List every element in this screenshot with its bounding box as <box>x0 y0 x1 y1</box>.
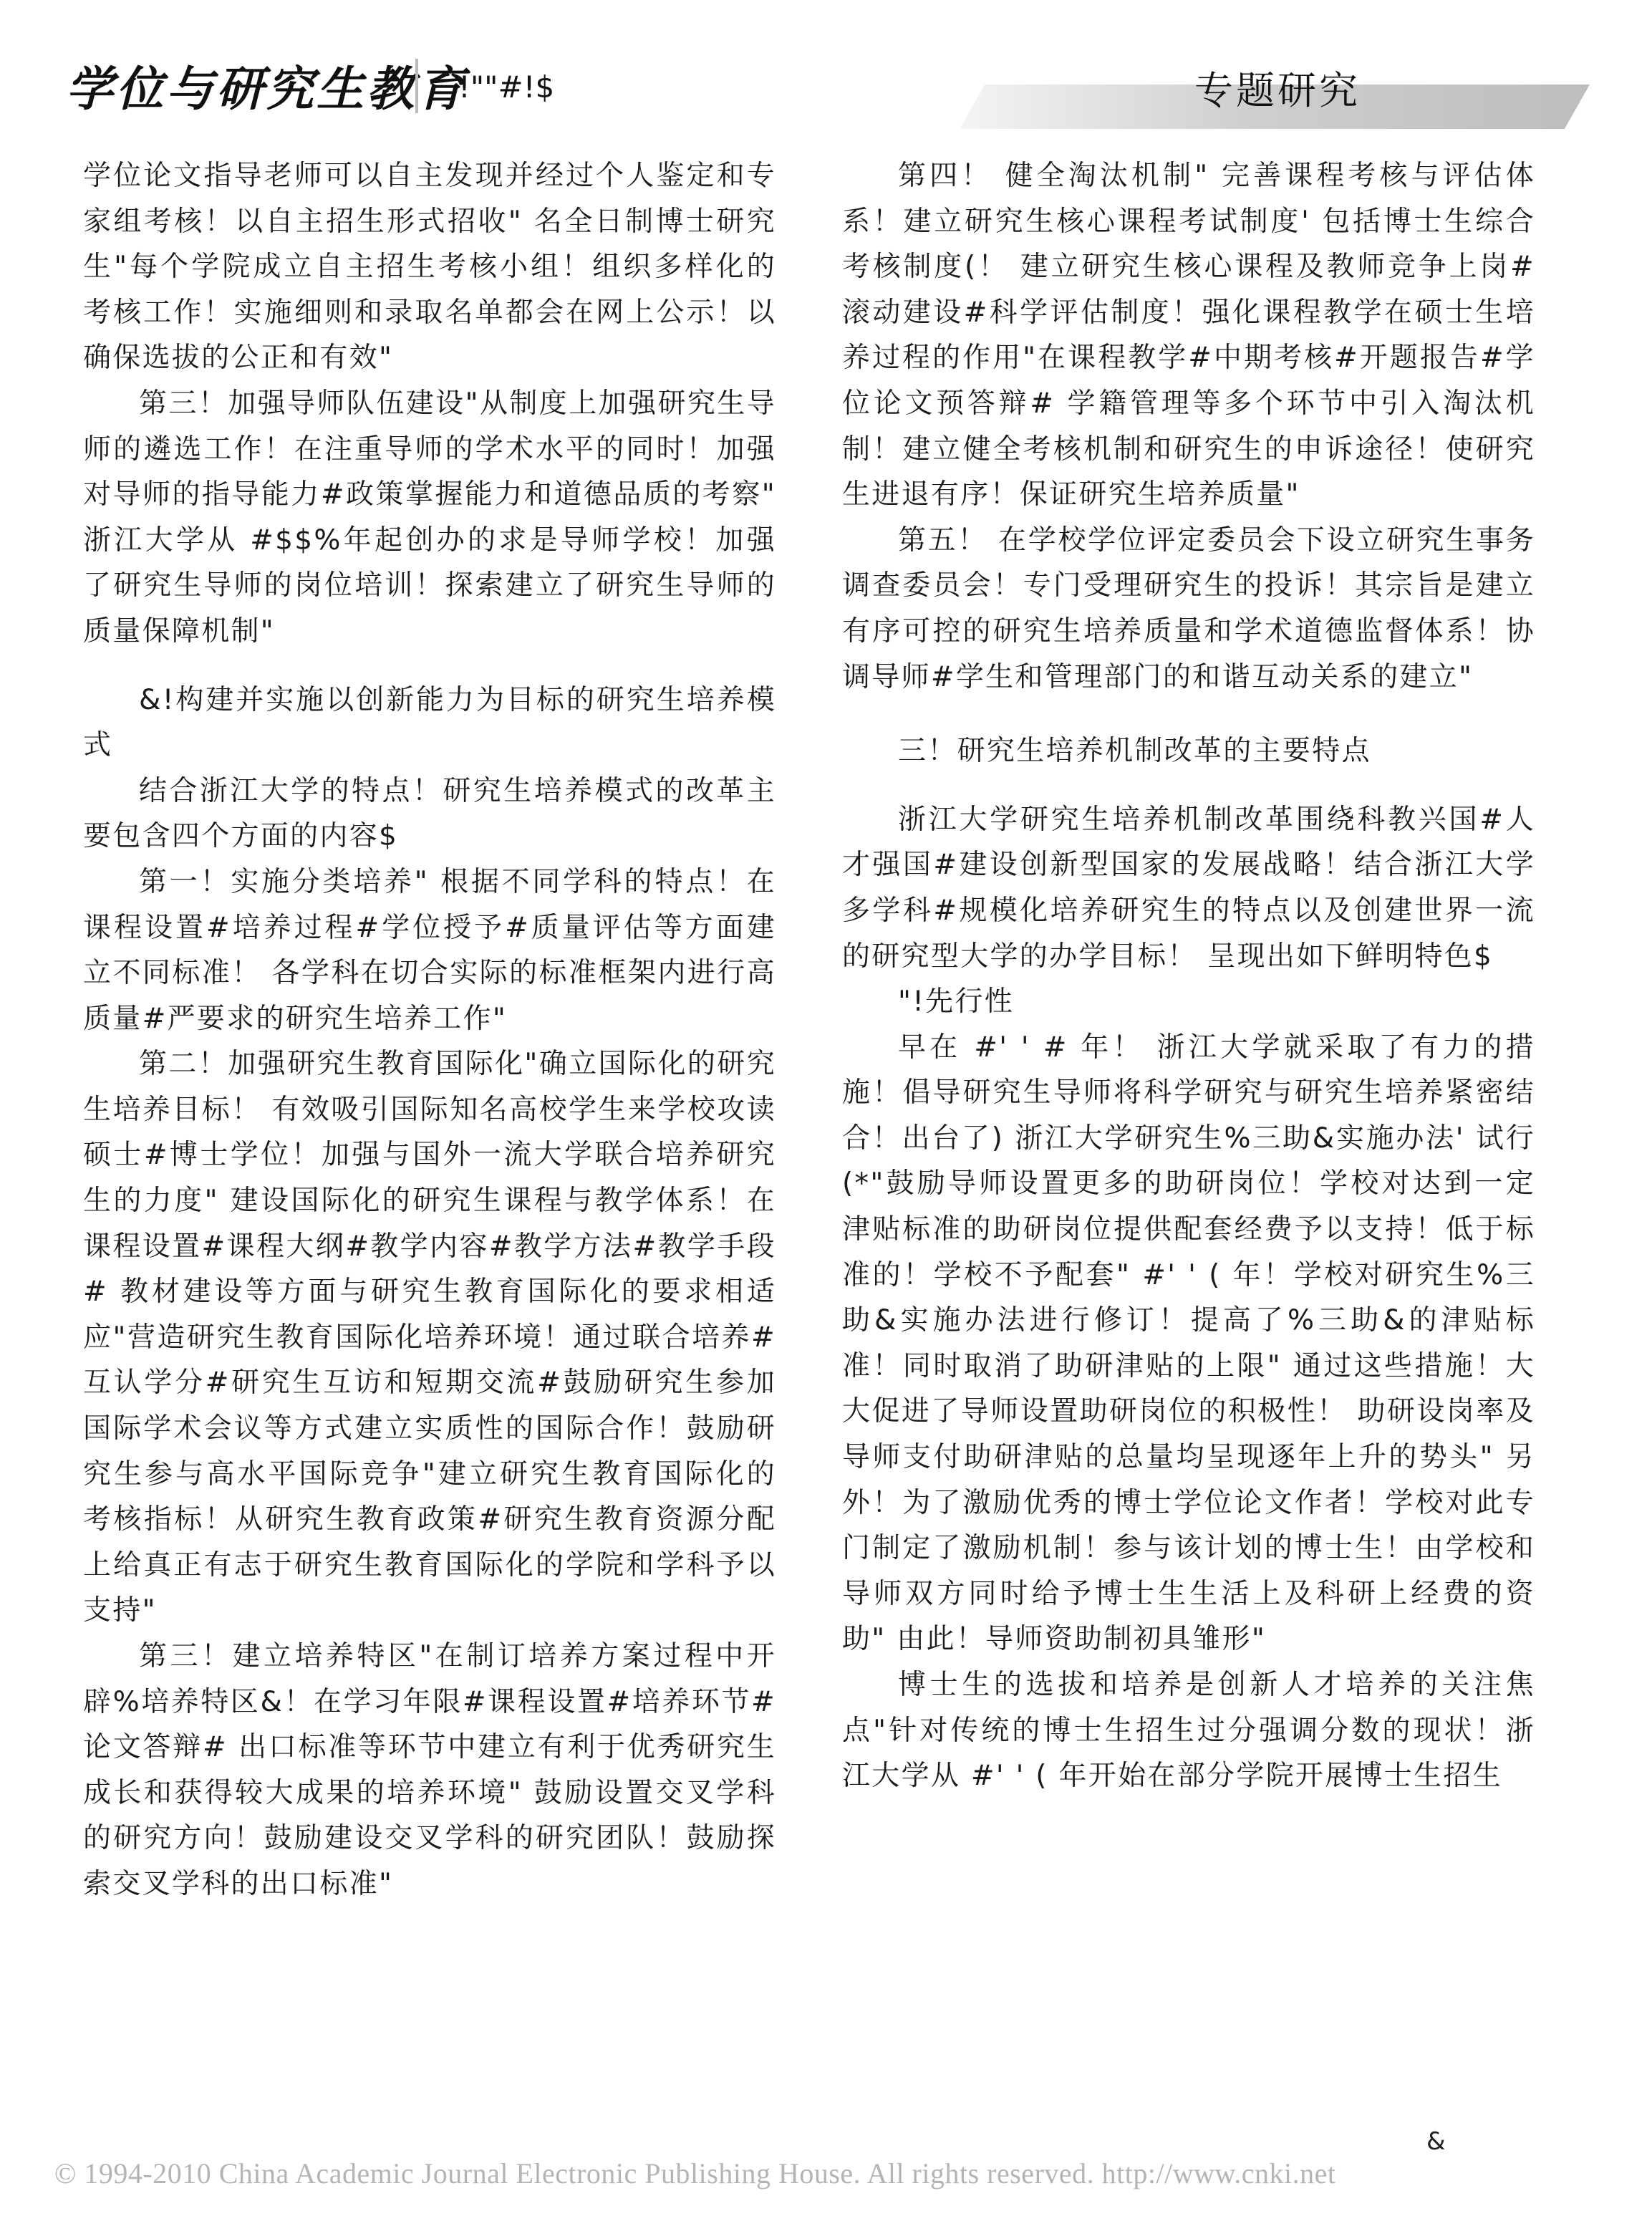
paragraph: 第三！加强导师队伍建设"从制度上加强研究生导师的遴选工作！在注重导师的学术水平的同时！加强对导师的指导能力#政策掌握能力和道德品质的考察" 浙江大学从 #$$%年起创办的求是导师学校！加强了研究生导师的岗位培训！探索建立了研究生导师的质量保障机制" <box>83 387 776 647</box>
left-column <box>83 153 776 1907</box>
paragraph: 浙江大学研究生培养机制改革围绕科教兴国#人才强国#建设创新型国家的发展战略！结合浙江大学多学科#规模化培养研究生的特点以及创建世界一流的研究型大学的办学目标！ 呈现出如下鲜明特色$ <box>842 803 1535 973</box>
masthead-divider <box>415 59 428 113</box>
page-number: & <box>1426 2127 1446 2156</box>
paragraph: 第四！ 健全淘汰机制" 完善课程考核与评估体系！建立研究生核心课程考试制度' 包括博士生综合考核制度(！ 建立研究生核心课程及教师竞争上岗#滚动建设#科学评估制度！强化课程教学在硕士生培养过程的作用"在课程教学#中期考核#开题报告#学位论文预答辩# 学籍管理等多个环节中引入淘汰机制！建立健全考核机制和研究生的申诉途径！使研究生进退有序！保证研究生培养质量" <box>842 160 1535 511</box>
paragraph: 第一！实施分类培养" 根据不同学科的特点！在课程设置#培养过程#学位授予#质量评估等方面建立不同标准！ 各学科在切合实际的标准框架内进行高质量#严要求的研究生培养工作" <box>83 865 776 1035</box>
paragraph: 第五！ 在学校学位评定委员会下设立研究生事务调查委员会！专门受理研究生的投诉！其宗旨是建立有序可控的研究生培养质量和学术道德监督体系！协调导师#学生和管理部门的和谐互动关系的建立" <box>842 524 1535 693</box>
paragraph: 第二！加强研究生教育国际化"确立国际化的研究生培养目标！ 有效吸引国际知名高校学生来学校攻读硕士#博士学位！加强与国外一流大学联合培养研究生的力度" 建设国际化的研究生课程与教学体系！在课程设置#课程大纲#教学内容#教学方法#教学手段# 教材建设等方面与研究生教育国际化的要求相适应"营造研究生教育国际化培养环境！通过联合培养#互认学分#研究生互访和短期交流#鼓励研究生参加国际学术会议等方式建立实质性的国际合作！鼓励研究生参与高水平国际竞争"建立研究生教育国际化的考核指标！从研究生教育政策#研究生教育资源分配上给真正有志于研究生教育国际化的学院和学科予以支持" <box>83 1048 776 1627</box>
journal-title: 学位与研究生教育 <box>66 61 467 117</box>
page-header <box>0 0 1652 129</box>
copyright-footer: © 1994-2010 China Academic Journal Electronic Publishing House. All rights reserved. http://www.cnki.net <box>54 2157 1336 2189</box>
section-heading: 三！研究生培养机制改革的主要特点 <box>898 735 1371 768</box>
section-title: 专题研究 <box>1194 68 1361 113</box>
paragraph: 结合浙江大学的特点！研究生培养模式的改革主要包含四个方面的内容$ <box>83 774 776 853</box>
subheading: "!先行性 <box>898 986 1015 1018</box>
paragraph: 第三！建立培养特区"在制订培养方案过程中开辟%培养特区&！在学习年限#课程设置#培养环节#论文答辩# 出口标准等环节中建立有利于优秀研究生成长和获得较大成果的培养环境" 鼓励设置交叉学科的研究方向！鼓励建设交叉学科的研究团队！鼓励探索交叉学科的出口标准" <box>83 1640 776 1900</box>
paragraph: 博士生的选拔和培养是创新人才培养的关注焦点"针对传统的博士生招生过分强调分数的现状！浙江大学从 #' ' ( 年开始在部分学院开展博士生招生 <box>842 1669 1535 1793</box>
paragraph: 早在 #' ' # 年！ 浙江大学就采取了有力的措施！倡导研究生导师将科学研究与研究生培养紧密结合！出台了) 浙江大学研究生%三助&实施办法' 试行(*"鼓励导师设置更多的助研岗位！学校对达到一定津贴标准的助研岗位提供配套经费予以支持！低于标准的！学校不予配套" #' ' ( 年！学校对研究生%三助&实施办法进行修订！提高了%三助&的津贴标准！同时取消了助研津贴的上限" 通过这些措施！大大促进了导师设置助研岗位的积极性！ 助研设岗率及导师支付助研津贴的总量均呈现逐年上升的势头" 另外！为了激励优秀的博士学位论文作者！学校对此专门制定了激励机制！参与该计划的博士生！由学校和导师双方同时给予博士生生活上及科研上经费的资助" 由此！导师资助制初具雏形" <box>842 1031 1535 1656</box>
right-column <box>842 153 1535 1799</box>
subheading: &!构建并实施以创新能力为目标的研究生培养模式 <box>83 683 776 762</box>
issue-number: !""#!$ <box>458 69 555 105</box>
paragraph: 学位论文指导老师可以自主发现并经过个人鉴定和专家组考核！以自主招生形式招收" 名全日制博士研究生"每个学院成立自主招生考核小组！组织多样化的考核工作！实施细则和录取名单都会在网上公示！以确保选拔的公正和有效" <box>83 160 776 375</box>
